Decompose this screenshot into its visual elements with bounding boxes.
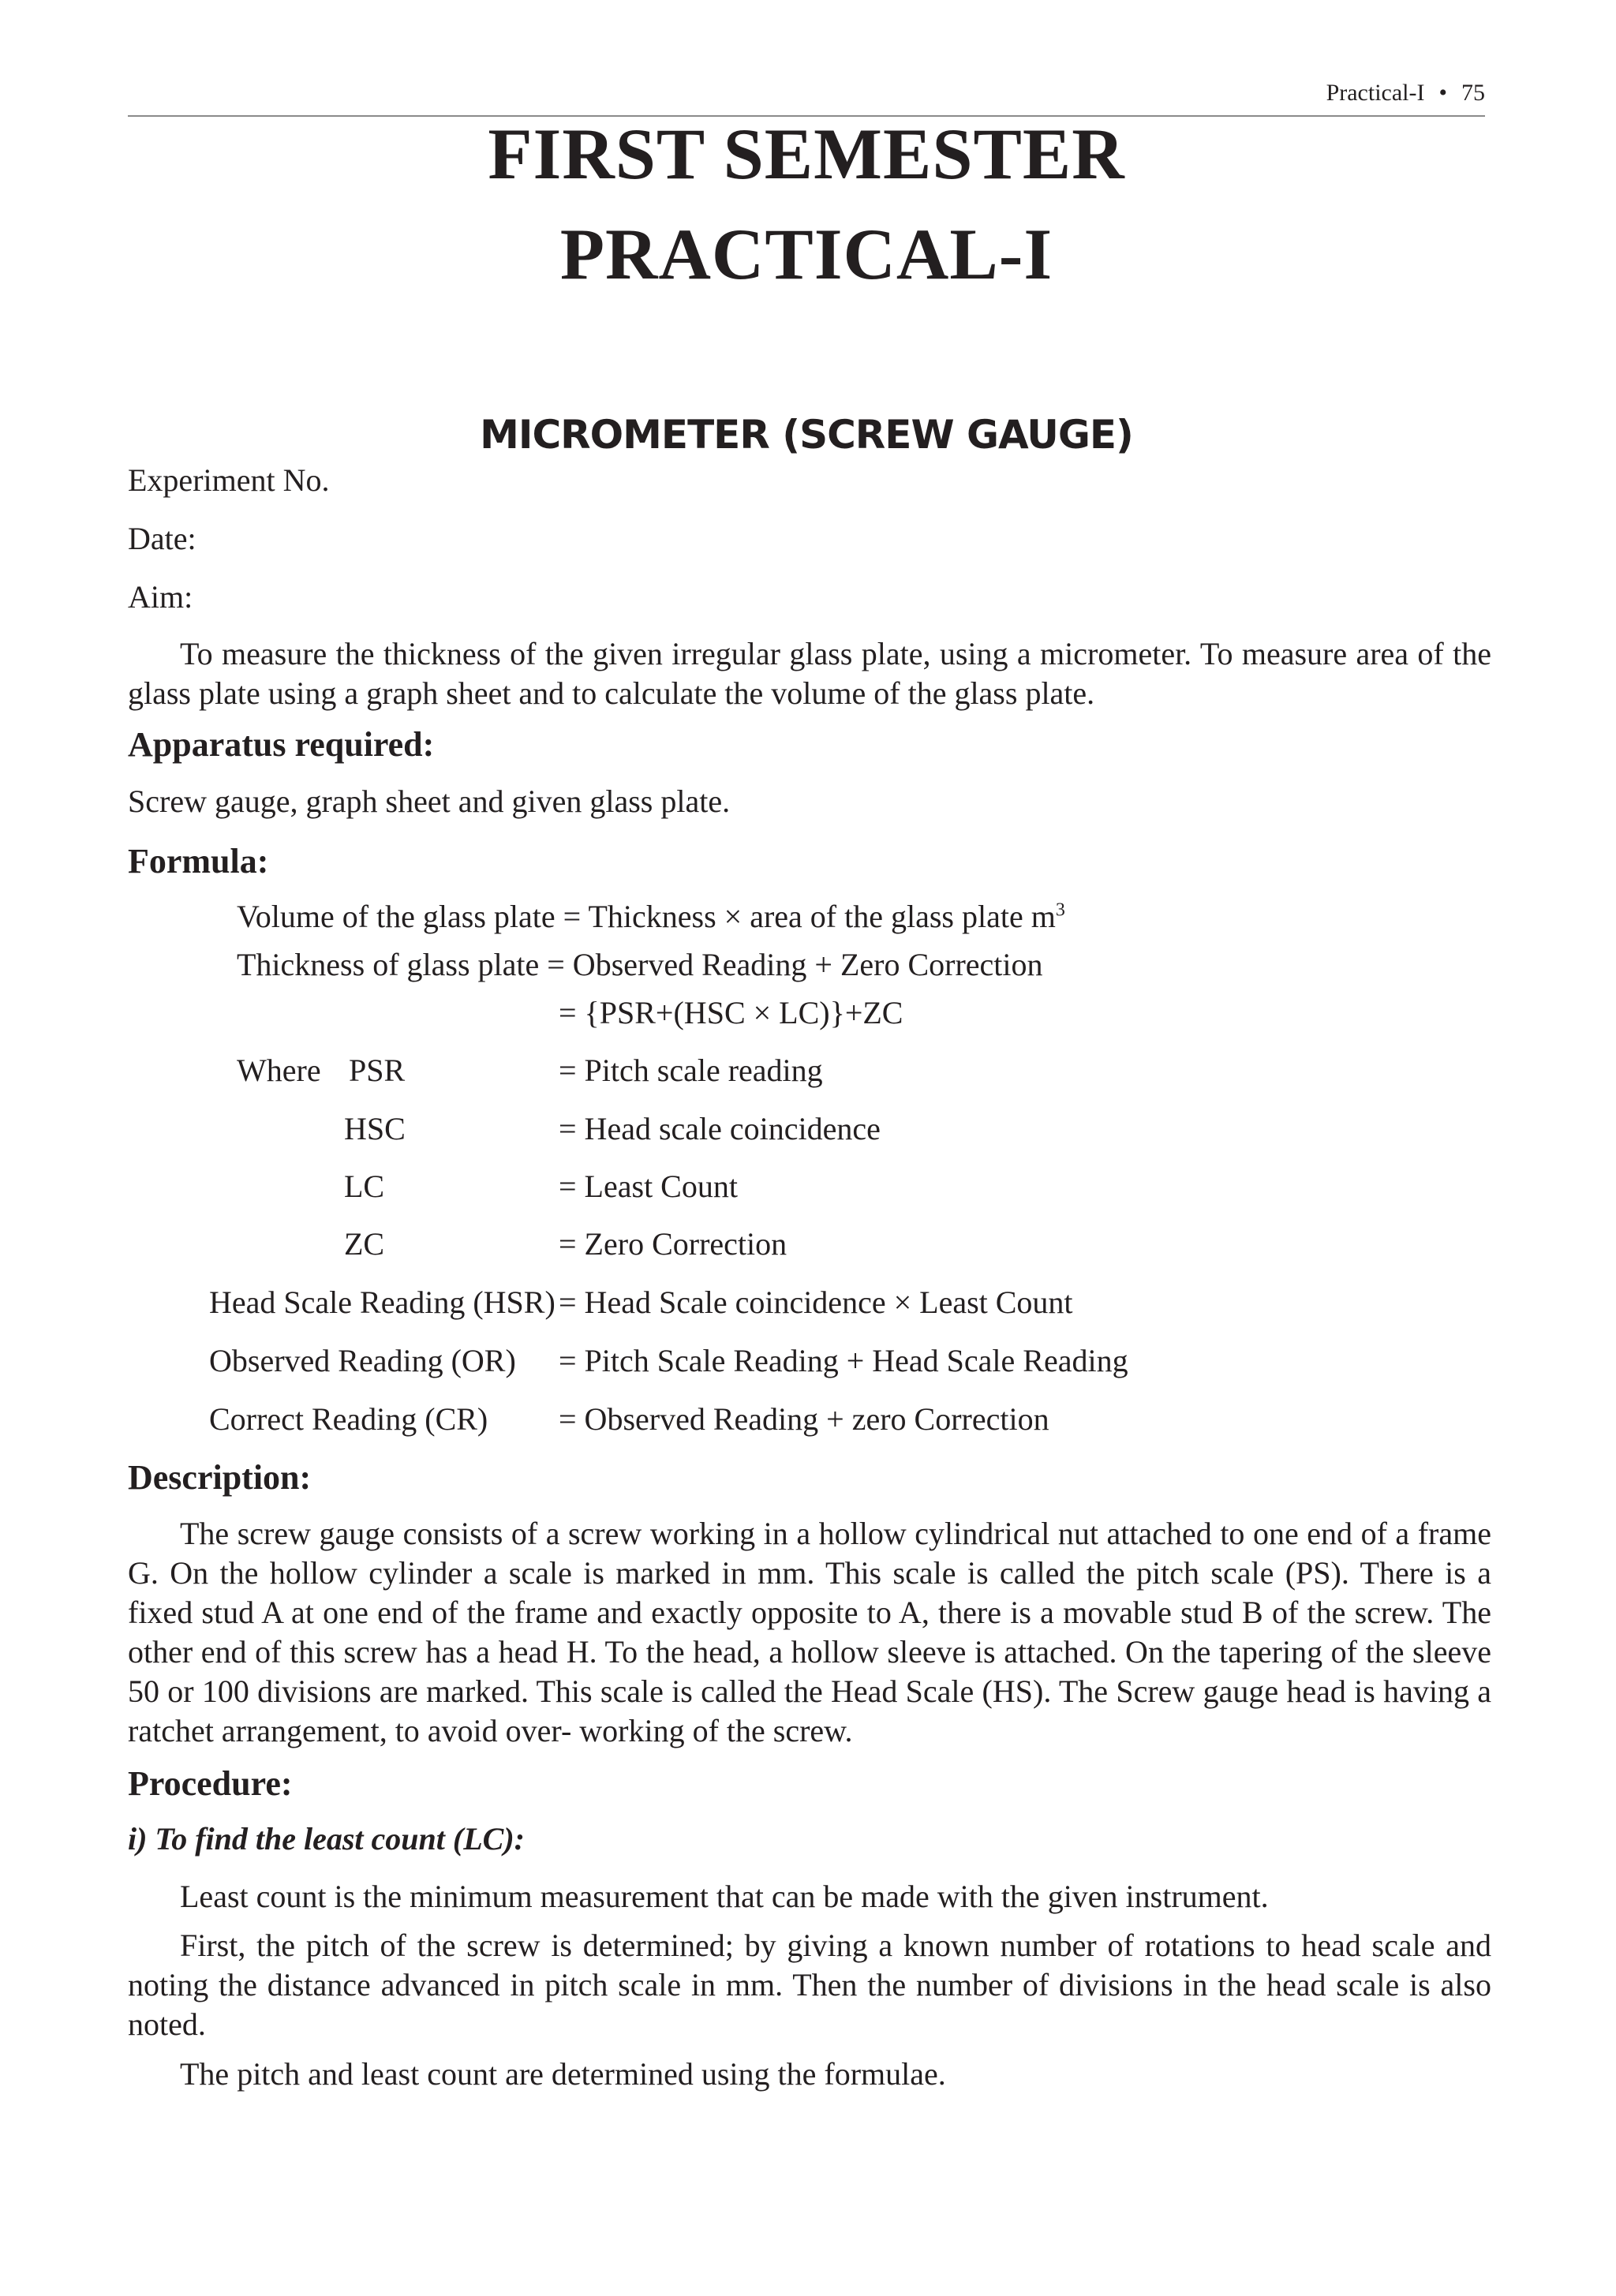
volume-formula-text: Volume of the glass plate = Thickness × area of the glass plate m — [237, 899, 1056, 934]
running-title: Practical-I — [1326, 80, 1425, 106]
thickness-expansion: = {PSR+(HSC × LC)}+ZC — [559, 995, 903, 1030]
least-count-subheading: i) To find the least count (LC): — [128, 1821, 525, 1857]
practical-title: PRACTICAL-I — [559, 214, 1053, 294]
definition-meaning: = Zero Correction — [559, 1226, 787, 1262]
aim-label: Aim: — [128, 579, 193, 615]
description-text — [128, 1514, 1491, 1751]
experiment-title: MICROMETER (SCREW GAUGE) — [480, 412, 1133, 458]
reading-term: Correct Reading (CR) — [209, 1401, 488, 1437]
aim-text-content: To measure the thickness of the given irregular glass plate, using a micrometer. To measure area of the glass plate using a graph sheet and to calculate the volume of the glass plate. — [128, 636, 1491, 711]
reading-definition: = Pitch Scale Reading + Head Scale Reading — [559, 1343, 1128, 1378]
definition-symbol: ZC — [344, 1226, 385, 1262]
header-bullet: • — [1438, 80, 1447, 106]
volume-formula — [237, 897, 1065, 937]
procedure-paragraph — [128, 1926, 1491, 2044]
aim-text — [128, 634, 1491, 713]
apparatus-text: Screw gauge, graph sheet and given glass plate. — [128, 783, 731, 819]
experiment-no-label: Experiment No. — [128, 462, 330, 498]
date-label: Date: — [128, 521, 196, 556]
procedure-paragraph — [128, 2055, 1491, 2094]
definition-symbol: PSR — [349, 1053, 406, 1088]
reading-definition: = Head Scale coincidence × Least Count — [559, 1284, 1073, 1320]
formula-heading: Formula: — [128, 842, 269, 881]
definition-meaning: = Pitch scale reading — [559, 1053, 823, 1088]
definition-symbol: LC — [344, 1169, 385, 1204]
semester-title: FIRST SEMESTER — [488, 114, 1125, 194]
procedure-paragraph-text: The pitch and least count are determined using the formulae. — [180, 2056, 946, 2092]
description-text-content: The screw gauge consists of a screw working in a hollow cylindrical nut attached to one end of a frame G. On the hollow cylinder a scale is marked in mm. This scale is called the pitch scale (PS). There is a fixed stud A at one end of the frame and exactly opposite to A, there is a movable stud B of the screw. The other end of this screw has a head H. To the head, a hollow sleeve is attached. On the tapering of the sleeve 50 or 100 divisions are marked. This scale is called the Head Scale (HS). The Screw gauge head is having a ratchet arrangement, to avoid over- working of the screw. — [128, 1516, 1491, 1748]
thickness-formula: Thickness of glass plate = Observed Reading + Zero Correction — [237, 947, 1043, 982]
page-number: 75 — [1461, 80, 1485, 106]
where-label: Where — [237, 1053, 321, 1088]
procedure-paragraph-text: First, the pitch of the screw is determined; by giving a known number of rotations to head scale and noting the distance advanced in pitch scale in mm. Then the number of divisions in the head scale is also noted. — [128, 1928, 1491, 2042]
volume-unit-exponent: 3 — [1055, 899, 1065, 921]
running-header — [128, 77, 1485, 109]
procedure-paragraph — [128, 1877, 1491, 1916]
description-heading: Description: — [128, 1458, 312, 1497]
reading-term: Head Scale Reading (HSR) — [209, 1284, 556, 1320]
definition-meaning: = Least Count — [559, 1169, 738, 1204]
procedure-heading: Procedure: — [128, 1764, 293, 1803]
reading-term: Observed Reading (OR) — [209, 1343, 516, 1378]
procedure-paragraph-text: Least count is the minimum measurement that can be made with the given instrument. — [180, 1879, 1269, 1914]
reading-definition: = Observed Reading + zero Correction — [559, 1401, 1049, 1437]
definition-meaning: = Head scale coincidence — [559, 1111, 881, 1146]
definition-symbol: HSC — [344, 1111, 406, 1146]
apparatus-heading: Apparatus required: — [128, 725, 435, 764]
